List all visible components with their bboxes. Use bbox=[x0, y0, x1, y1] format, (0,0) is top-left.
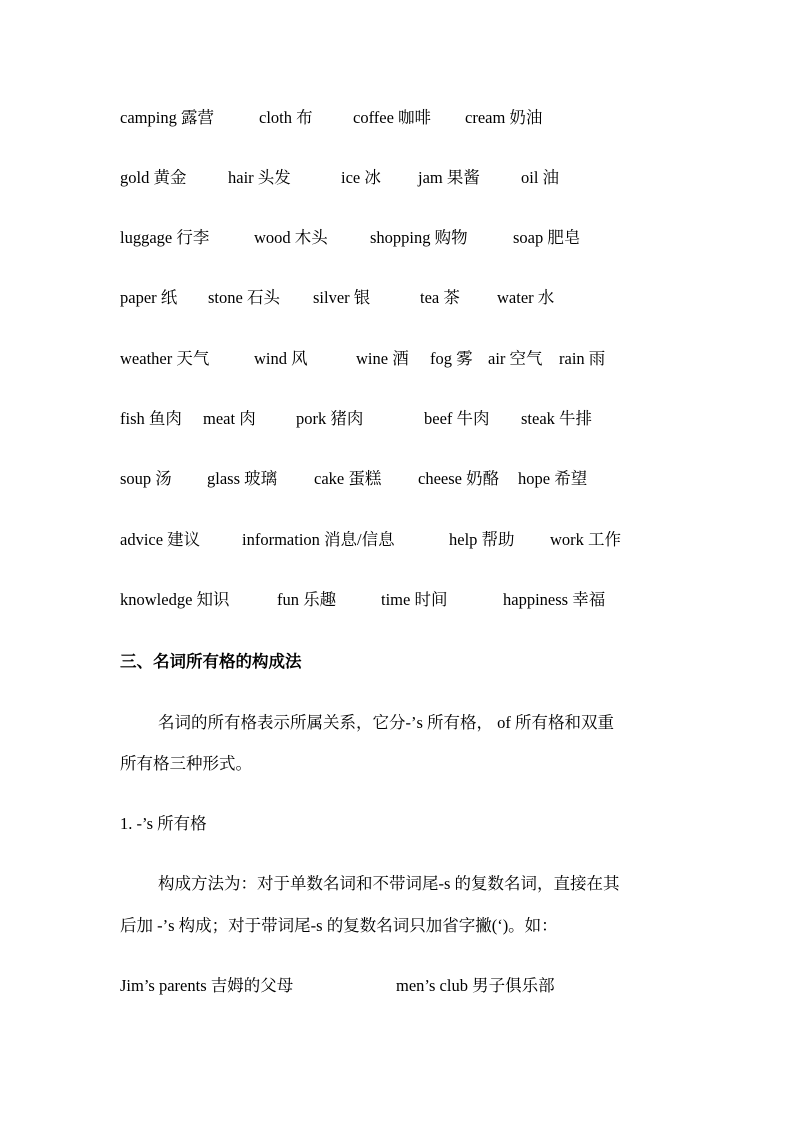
subsection-heading: 1. -’s 所有格 bbox=[120, 814, 207, 833]
vocab-item: cheese 奶酪 bbox=[418, 469, 500, 488]
vocab-item: wood 木头 bbox=[254, 228, 328, 247]
vocab-item: rain 雨 bbox=[559, 349, 606, 368]
example-item: men’s club 男子俱乐部 bbox=[396, 976, 555, 995]
vocab-item: pork 猪肉 bbox=[296, 409, 364, 428]
vocab-item: oil 油 bbox=[521, 168, 560, 187]
vocab-item: happiness 幸福 bbox=[503, 590, 606, 609]
vocab-item: water 水 bbox=[497, 288, 555, 307]
vocab-item: silver 银 bbox=[313, 288, 371, 307]
vocab-item: shopping 购物 bbox=[370, 228, 468, 247]
paragraph-line: 名词的所有格表示所属关系，它分-’s 所有格， of 所有格和双重 bbox=[158, 713, 615, 732]
vocab-item: glass 玻璃 bbox=[207, 469, 278, 488]
vocab-item: soap 肥皂 bbox=[513, 228, 581, 247]
vocab-item: cloth 布 bbox=[259, 108, 313, 127]
vocab-item: fog 雾 bbox=[430, 349, 473, 368]
vocab-item: wind 风 bbox=[254, 349, 308, 368]
vocab-item: information 消息/信息 bbox=[242, 530, 395, 549]
vocab-item: fish 鱼肉 bbox=[120, 409, 182, 428]
vocab-item: tea 茶 bbox=[420, 288, 460, 307]
vocab-item: knowledge 知识 bbox=[120, 590, 230, 609]
vocab-item: weather 天气 bbox=[120, 349, 210, 368]
vocab-item: jam 果酱 bbox=[418, 168, 480, 187]
vocab-item: wine 酒 bbox=[356, 349, 409, 368]
vocab-item: coffee 咖啡 bbox=[353, 108, 432, 127]
paragraph-line: 后加 -’s 构成；对于带词尾-s 的复数名词只加省字撇(‘)。如： bbox=[120, 916, 558, 935]
vocab-item: work 工作 bbox=[550, 530, 622, 549]
vocab-item: ice 冰 bbox=[341, 168, 381, 187]
vocab-item: cream 奶油 bbox=[465, 108, 543, 127]
section-heading: 三、名词所有格的构成法 bbox=[120, 652, 302, 671]
vocab-item: soup 汤 bbox=[120, 469, 172, 488]
vocab-item: gold 黄金 bbox=[120, 168, 187, 187]
vocab-item: paper 纸 bbox=[120, 288, 178, 307]
vocab-item: steak 牛排 bbox=[521, 409, 593, 428]
example-item: Jim’s parents 吉姆的父母 bbox=[120, 976, 294, 995]
vocab-item: beef 牛肉 bbox=[424, 409, 490, 428]
vocab-item: help 帮助 bbox=[449, 530, 515, 549]
vocab-item: meat 肉 bbox=[203, 409, 256, 428]
paragraph-line: 构成方法为：对于单数名词和不带词尾-s 的复数名词，直接在其 bbox=[158, 874, 620, 893]
vocab-item: fun 乐趣 bbox=[277, 590, 337, 609]
vocab-item: advice 建议 bbox=[120, 530, 201, 549]
vocab-item: camping 露营 bbox=[120, 108, 214, 127]
vocab-item: luggage 行李 bbox=[120, 228, 210, 247]
paragraph-line: 所有格三种形式。 bbox=[120, 754, 252, 773]
vocab-item: stone 石头 bbox=[208, 288, 280, 307]
vocab-item: hope 希望 bbox=[518, 469, 588, 488]
vocab-item: air 空气 bbox=[488, 349, 543, 368]
vocab-item: hair 头发 bbox=[228, 168, 291, 187]
vocab-item: time 时间 bbox=[381, 590, 448, 609]
vocab-item: cake 蛋糕 bbox=[314, 469, 382, 488]
